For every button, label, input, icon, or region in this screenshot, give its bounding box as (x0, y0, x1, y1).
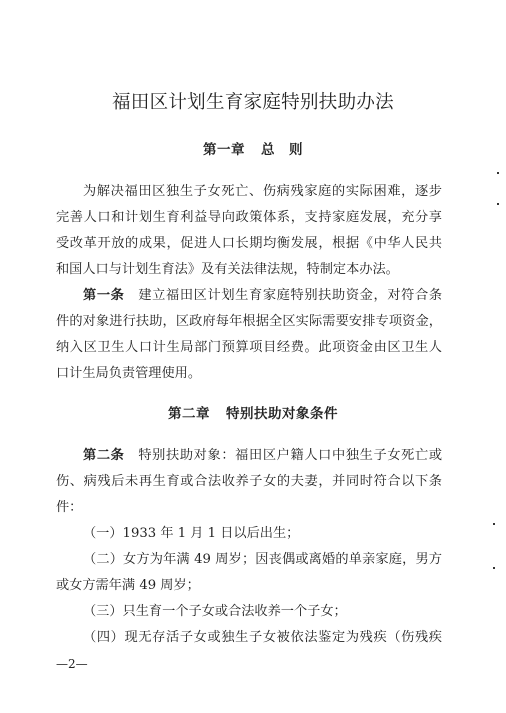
preamble-line: 完善人口和计划生育利益导向政策体系，支持家庭发展，充分享 (56, 210, 442, 225)
document-title: 福田区计划生育家庭特别扶助办法 (111, 92, 394, 113)
preamble-line: 和国人口与计划生育法》及有关法律法规，特制定本办法。 (56, 262, 399, 277)
article-2-text: 特别扶助对象：福田区户籍人口中独生子女死亡或 (138, 448, 443, 463)
article-1-line: 件的对象进行扶助，区政府每年根据全区实际需要安排专项资金， (56, 314, 442, 329)
article-1-label: 第一条 (83, 288, 125, 303)
chapter-1-name: 总 则 (261, 142, 303, 158)
preamble-line: 为解决福田区独生子女死亡、伤病残家庭的实际困难，逐步 (83, 184, 442, 199)
article-1-line: 口计生局负责管理使用。 (56, 366, 202, 381)
condition-item-3: （三）只生育一个子女或合法收养一个子女； (83, 604, 347, 619)
scan-speck (497, 172, 499, 174)
article-1-line (83, 287, 442, 305)
chapter-2-heading (0, 402, 506, 422)
article-2-line: 伤、病残后未再生育或合法收养子女的夫妻，并同时符合以下条 (56, 474, 442, 489)
scan-speck (497, 203, 499, 205)
article-1-line: 纳入区卫生人口计生局部门预算项目经费。此项资金由区卫生人 (56, 340, 442, 355)
scan-speck (493, 567, 495, 569)
condition-item-2: （二）女方为年满 49 周岁；因丧偶或离婚的单亲家庭，男方 (83, 552, 442, 567)
chapter-2-name: 特别扶助对象条件 (226, 406, 338, 422)
chapter-1-heading (0, 138, 506, 158)
article-2-label: 第二条 (83, 448, 125, 463)
article-1-text: 建立福田区计划生育家庭特别扶助资金，对符合条 (138, 288, 443, 303)
article-2-line: 件： (56, 500, 83, 515)
chapter-2-number: 第二章 (168, 406, 210, 422)
condition-item-1: （一）1933 年 1 月 1 日以后出生； (83, 526, 300, 541)
condition-item-4: （四）现无存活子女或独生子女被依法鉴定为残疾（伤残疾 (83, 630, 442, 645)
chapter-1-number: 第一章 (203, 142, 245, 158)
preamble-line: 受改革开放的成果，促进人口长期均衡发展，根据《中华人民共 (56, 236, 442, 251)
page-number: —2— (56, 657, 88, 671)
condition-item-2-cont: 或女方需年满 49 周岁； (56, 578, 200, 593)
article-2-line (83, 447, 442, 465)
scan-speck (493, 523, 495, 525)
